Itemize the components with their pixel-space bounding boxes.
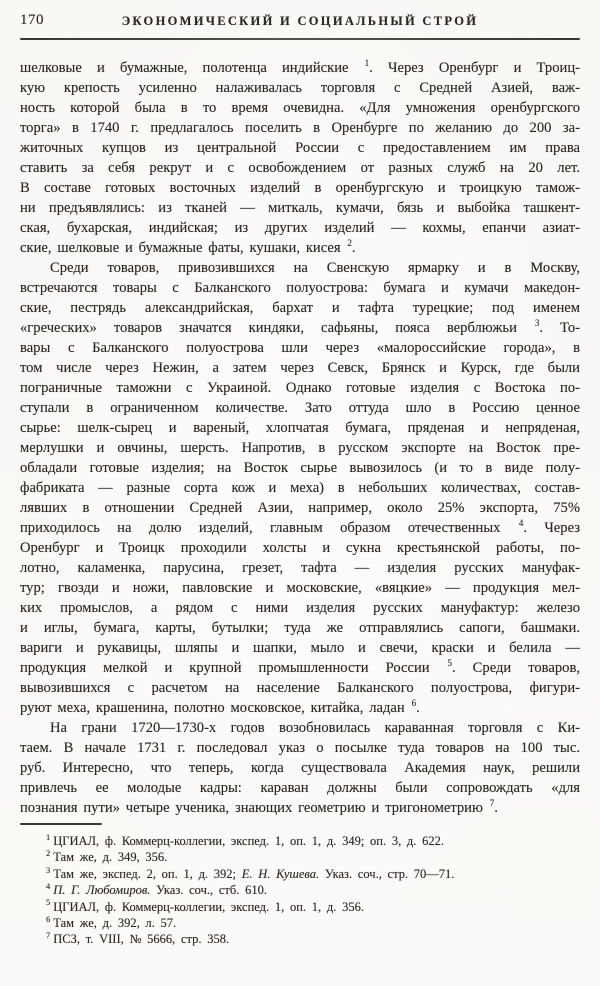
- text-line: ких промыслов, а рядом с ними изделия русских мануфактур: железо: [20, 600, 580, 616]
- text-line: привлечь ее молодые кадры: караван должны были сопровождать «для: [20, 780, 580, 796]
- footnote-marker: 1: [46, 831, 51, 842]
- text-line: и иглы, бумага, карты, бутылки; туда же отправлялись сапоги, башмаки.: [20, 620, 580, 636]
- text-line: руют меха, крашенина, полотно московское, китайка, ладан $^6$.: [20, 698, 420, 716]
- text-line: На грани 1720—1730-х годов возобновилась караванная торговля с Ки-: [50, 720, 580, 736]
- footnote-marker: 5: [46, 897, 51, 908]
- header-rule: [20, 38, 580, 40]
- text-line: ность которой была в то время очевидна. «Для умножения оренбургского: [20, 100, 580, 116]
- text-line: пограничные таможни с Украиной. Однако готовые изделия с Востока по-: [20, 380, 580, 396]
- footnote-marker: 4: [46, 881, 51, 892]
- text-line: ставить за себя рекрут и с освобождением от разных служб на 20 лет.: [20, 160, 580, 176]
- running-header-title: ЭКОНОМИЧЕСКИЙ И СОЦИАЛЬНЫЙ СТРОЙ: [121, 14, 479, 28]
- text-line: «греческих» товаров значатся киндяки, сафьяны, пояса верблюжьи $^3$. То-: [20, 318, 580, 336]
- text-line: торга» в 1740 г. предлагалось поселить в Оренбурге по желанию до 200 за-: [20, 120, 580, 136]
- footnote-ref: 2: [347, 238, 352, 249]
- page-number: 170: [20, 12, 44, 28]
- text-line: том числе через Нежин, а затем через Севск, Брянск и Курск, где были: [20, 360, 580, 376]
- text-line: таем. В начале 1731 г. последовал указ о посылке туда товаров на 100 тыс.: [20, 740, 580, 756]
- footnote-item: $^6$ Там же, д. 392, л. 57.: [46, 913, 177, 931]
- text-line: В составе готовых восточных изделий в оренбургскую и троицкую тамож-: [20, 180, 580, 196]
- text-line: Оренбург и Троицк проходили холсты и сукна крестьянской работы, по-: [20, 540, 580, 556]
- footnote-marker: 2: [46, 848, 51, 859]
- text-line: познания пути» четыре ученика, знающих геометрию и тригонометрию $^7$.: [20, 798, 498, 816]
- text-line: фабриката — разные сорта кож и меха) в небольших количествах, состав-: [20, 480, 580, 496]
- text-line: шелковые и бумажные, полотенца индийские $^1$. Через Оренбург и Троиц-: [20, 58, 580, 76]
- footnote-marker: 6: [46, 913, 51, 924]
- footnote-ref: 7: [489, 798, 495, 809]
- text-line: вариги и рукавицы, шляпы и шапки, мыло и свечи, краски и белила —: [20, 640, 580, 656]
- text-line: приходилось на долю изделий, главным образом отечественных $^4$. Через: [20, 518, 580, 536]
- text-line: вары с Балканского полуострова шли через «малороссийские города», в: [20, 340, 580, 356]
- text-line: встречаются товары с Балканского полуострова: бумага и кумачи македон-: [20, 280, 580, 296]
- text-line: лявших в отношении Средней Азии, например, около 25% экспорта, 75%: [20, 500, 580, 516]
- text-line: тур; гвозди и ножи, павловские и московские, «вяцкие» — продукция мел-: [20, 580, 580, 596]
- text-line: Среди товаров, привозившихся на Свенскую ярмарку и в Москву,: [50, 260, 580, 276]
- text-line: сырье: шелк-сырец и вареный, хлопчатая бумага, пряденая и непряденая,: [20, 420, 580, 436]
- text-line: вывозившихся с расчетом на население Балканского полуострова, фигури-: [20, 680, 580, 696]
- footnote-ref: 1: [364, 58, 370, 69]
- text-line: обладали готовые изделия; на Восток сырье вывозилось (и то в виде полу-: [20, 460, 580, 476]
- footnote-marker: 7: [46, 930, 51, 941]
- text-line: житочных купцов из центральной России с предоставлением им права: [20, 140, 580, 156]
- text-line: ступали в ограниченном количестве. Зато оттуда шло в Россию ценное: [20, 400, 580, 416]
- text-line: продукция мелкой и крупной промышленности России $^5$. Среди товаров,: [20, 658, 580, 676]
- footnote-item: $^2$ Там же, д. 349, 356.: [46, 848, 168, 865]
- footnote-ref: 5: [447, 658, 453, 669]
- text-line: лотно, каламенка, парусина, грезет, тафта — изделия русских мануфак-: [20, 560, 580, 576]
- body-text: [20, 58, 580, 818]
- text-line: руб. Интересно, что теперь, когда существовала Академия наук, решили: [20, 760, 580, 776]
- footnote-item: $^5$ ЦГИАЛ, ф. Коммерц-коллегии, экспед. 1, оп. 1, д. 356.: [46, 897, 364, 914]
- text-line: ская, бухарская, индийская; из других изделий — кохмы, епанчи азиат-: [20, 220, 580, 236]
- text-line: ские, шелковые и бумажные фаты, кушаки, кисея $^2$.: [20, 238, 356, 256]
- footnote-item: $^1$ ЦГИАЛ, ф. Коммерц-коллегии, экспед. 1, оп. 1, д. 349; оп. 3, д. 622.: [46, 831, 445, 848]
- footnote-separator: [20, 823, 102, 825]
- footnote-ref: 3: [534, 318, 540, 329]
- footnote-item: $^3$ Там же, экспед. 2, оп. 1, д. 392; Е. Н. Кушева. Указ. соч., стр. 70—71.: [46, 864, 455, 881]
- footnote-ref: 4: [518, 518, 524, 529]
- text-line: мерлушки и овчины, шерсть. Напротив, в русском экспорте на Восток пре-: [20, 440, 580, 456]
- text-line: ские, пестрядь александрийская, бархат и тафта турецкие; под именем: [20, 300, 580, 316]
- text-line: ни предъявлялись: из тканей — миткаль, кумачи, бязь и выбойка ташкент-: [20, 200, 580, 216]
- footnote-marker: 3: [46, 864, 51, 875]
- text-line: кую крепость усиленно налаживалась торговля с Средней Азией, важ-: [20, 80, 580, 96]
- footnote-item: $^7$ ПСЗ, т. VIII, № 5666, стр. 358.: [46, 930, 230, 947]
- footnote-ref: 6: [411, 698, 417, 709]
- running-head: [20, 0, 580, 32]
- footnotes-list: [20, 833, 580, 948]
- footnote-item: $^4$ П. Г. Любомиров. Указ. соч., стб. 610.: [46, 881, 267, 898]
